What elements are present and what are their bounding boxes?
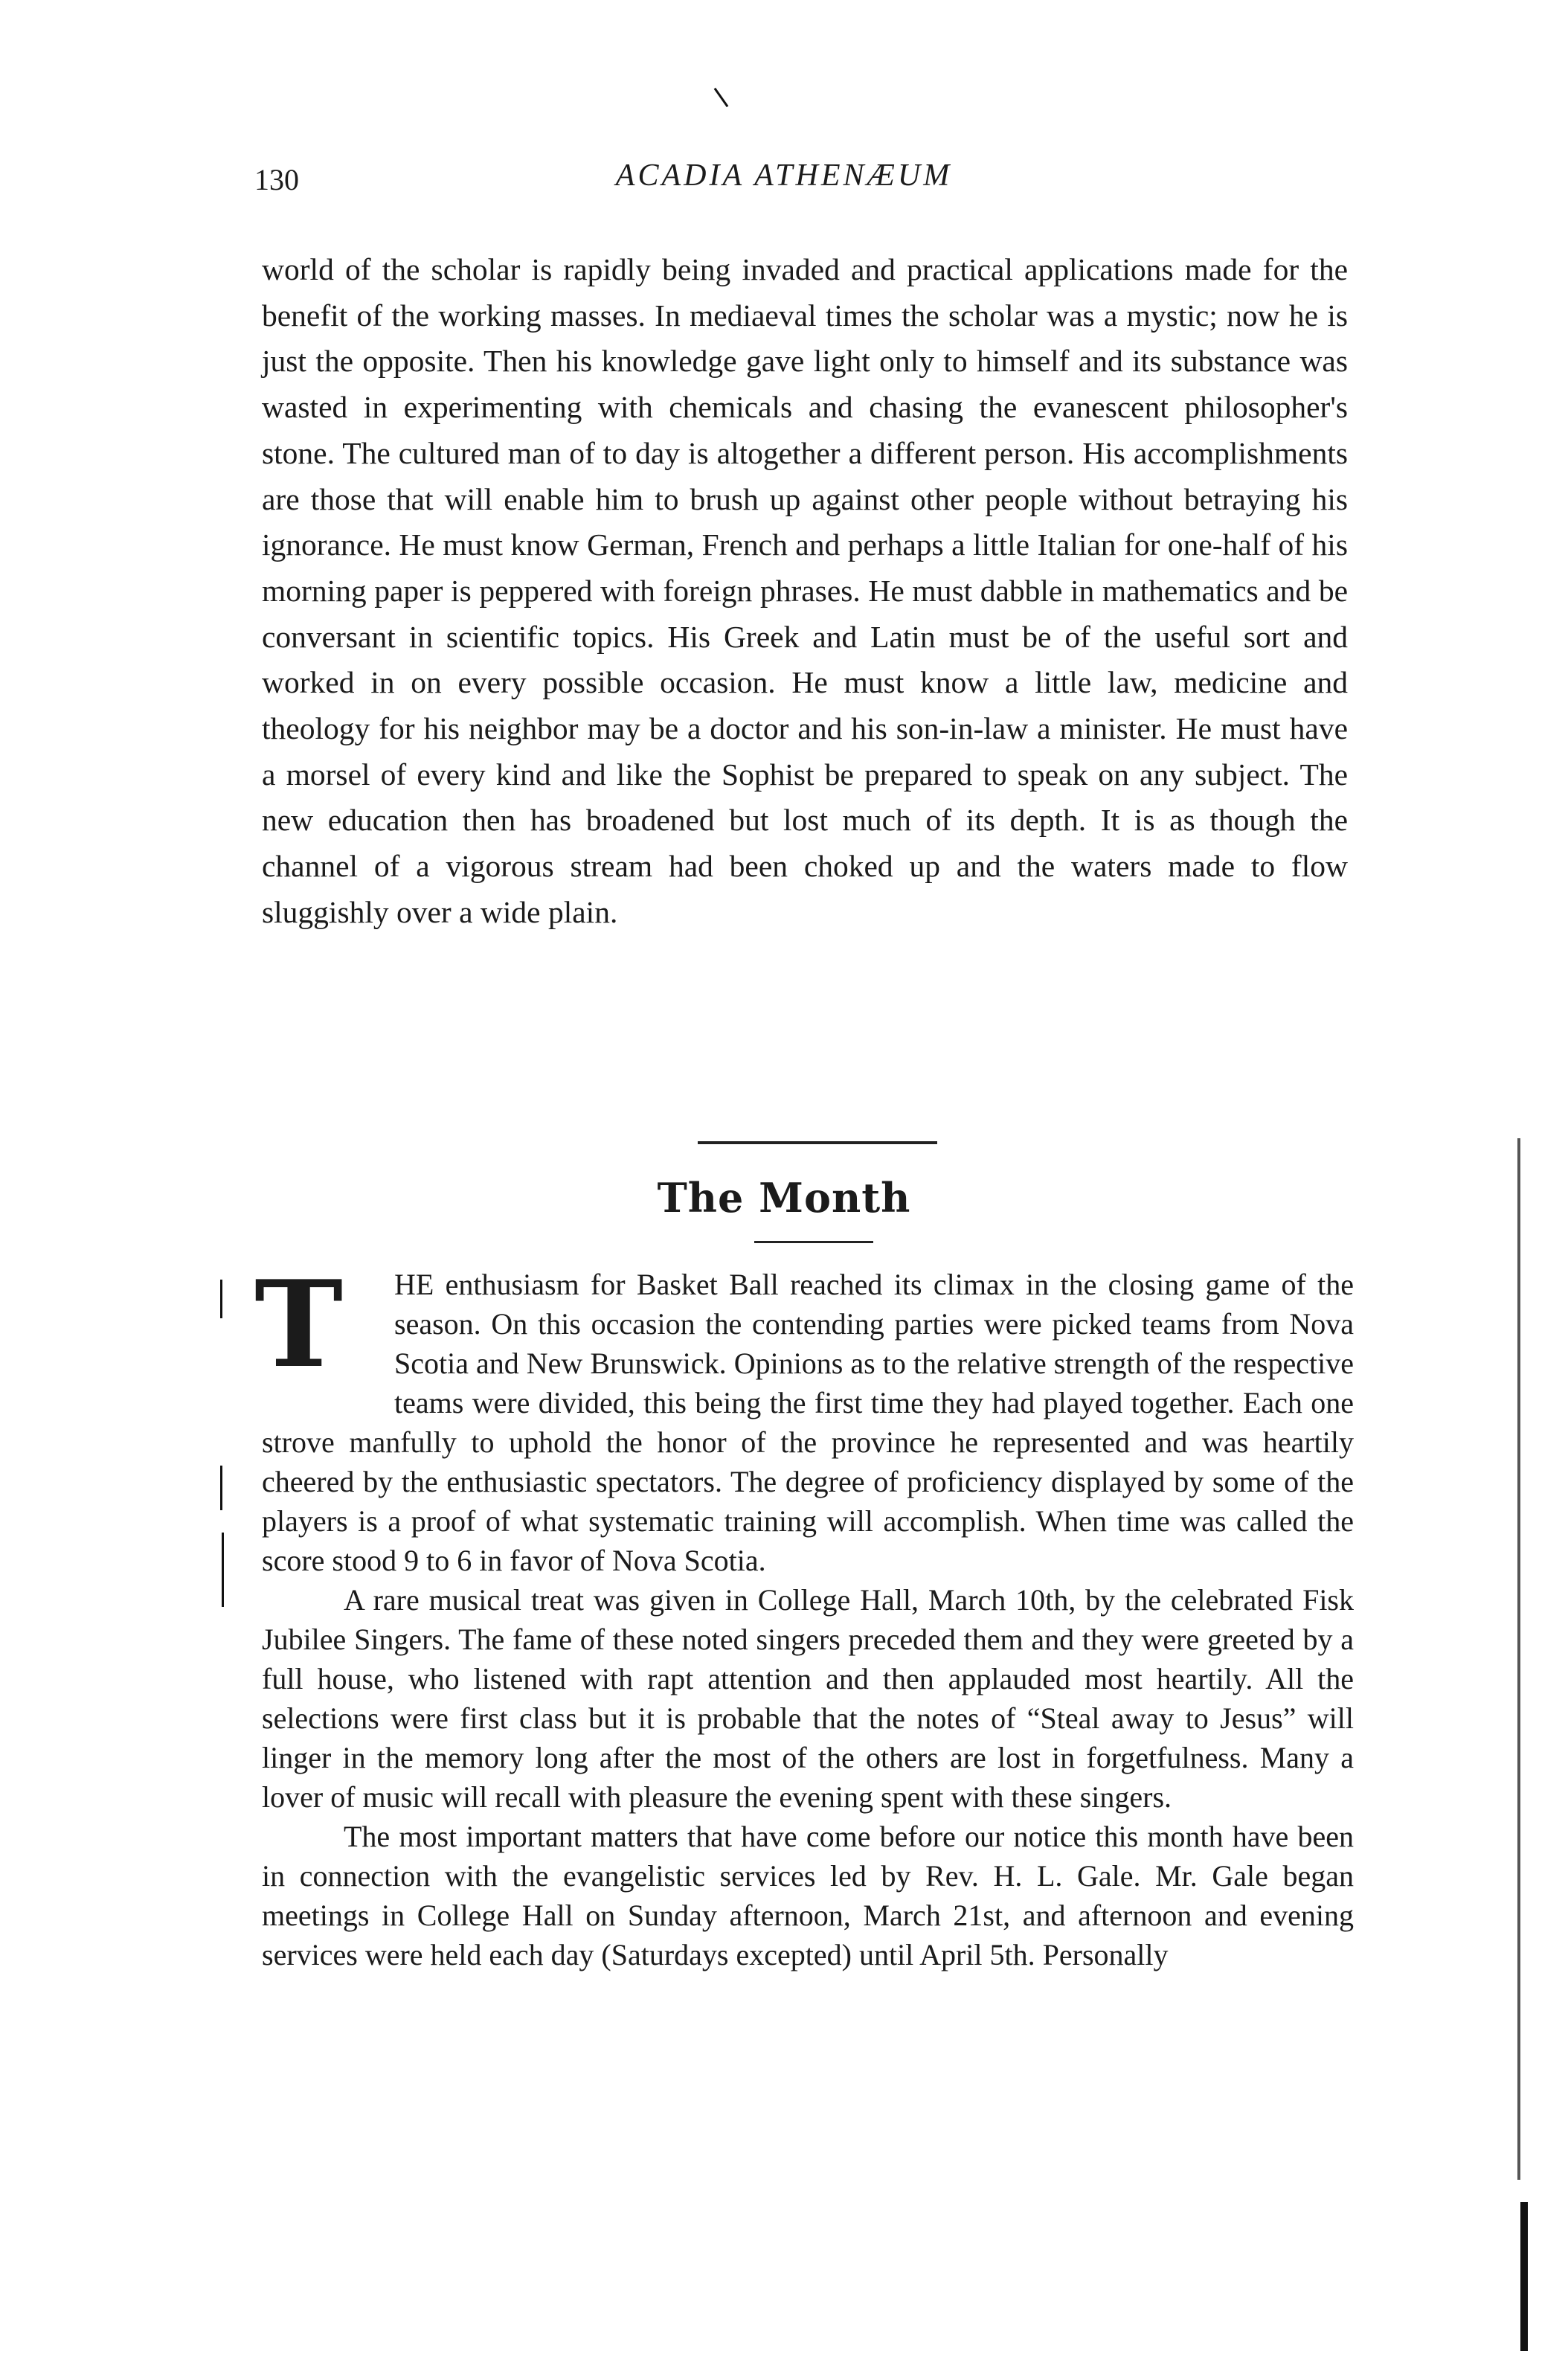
article-paragraph: world of the scholar is rapidly being invaded and practical applications made for the benefit of the working masses. In mediaeval times the scholar was a mystic; now he is just the opposite. Then his knowledge gave light only to himself and its substance was wasted in experimenting with chemicals and chasing the evanescent philosopher's stone. The cultured man of to day is altogether a different person. His accomplishments are those that will enable him to brush up against other people without betraying his ignorance. He must know German, French and perhaps a little Italian for one-half of his morning paper is peppered with foreign phrases. He must dabble in mathematics and be conversant in scientific topics. His Greek and Latin must be of the useful sort and worked in on every possible occasion. He must know a little law, medicine and theology for his neighbor may be a doctor and his son-in-law a minister. He must have a morsel of every kind and like the Sophist be prepared to speak on any subject. The new education then has broadened but lost much of its depth. It is as though the channel of a vigorous stream had been choked up and the waters made to flow sluggishly over a wide plain. <box>262 252 1348 929</box>
month-paragraph-concert: A rare musical treat was given in College Hall, March 10th, by the celebrated Fisk Jubilee Singers. The fame of these noted singers preceded them and they were greeted by a full house, who listened with rapt attention and then applauded most heartily. All the selections were first class but it is probable that the notes of “Steal away to Jesus” will linger in the memory long after the most of the others are lost in forgetfulness. Many a lover of music will recall with pleasure the evening spent with these singers. <box>262 1583 1354 1814</box>
binding-mark-left <box>220 1280 222 1318</box>
section-title: The Month <box>657 1174 911 1222</box>
running-head: ACADIA ATHENÆUM <box>615 158 953 193</box>
drop-cap-space <box>262 1265 394 1384</box>
page-number: 130 <box>254 163 299 196</box>
binding-mark-left <box>220 1466 222 1510</box>
stray-mark <box>714 88 729 107</box>
drop-cap: T <box>254 1254 344 1394</box>
month-paragraph-basketball: HE enthusiasm for Basket Ball reached its climax in the closing game of the season. On this occasion the contending parties were picked teams from Nova Scotia and New Brunswick. Opinions as to the relative strength of the respective teams were divided, this being the first time they had played together. Each one strove manfully to uphold the honor of the province he represented and was heartily cheered by the enthusiastic spectators. The degree of proficiency displayed by some of the players is a proof of what systematic training will accomplish. When time was called the score stood 9 to 6 in favor of Nova Scotia. <box>262 1268 1354 1577</box>
title-underline <box>754 1241 873 1243</box>
month-paragraph-services: The most important matters that have come before our notice this month have been in connection with the evangelistic services led by Rev. H. L. Gale. Mr. Gale began meetings in College Hall on Sunday afternoon, March 21st, and afternoon and evening services were held each day (Saturdays excepted) until April 5th. Personally <box>262 1820 1354 1971</box>
binding-mark-right <box>1517 1138 1520 2180</box>
month-section-body <box>262 1265 1354 1974</box>
article-body <box>262 247 1348 936</box>
binding-mark-right <box>1520 2202 1528 2351</box>
binding-mark-left <box>222 1533 224 1607</box>
section-divider <box>698 1141 937 1144</box>
